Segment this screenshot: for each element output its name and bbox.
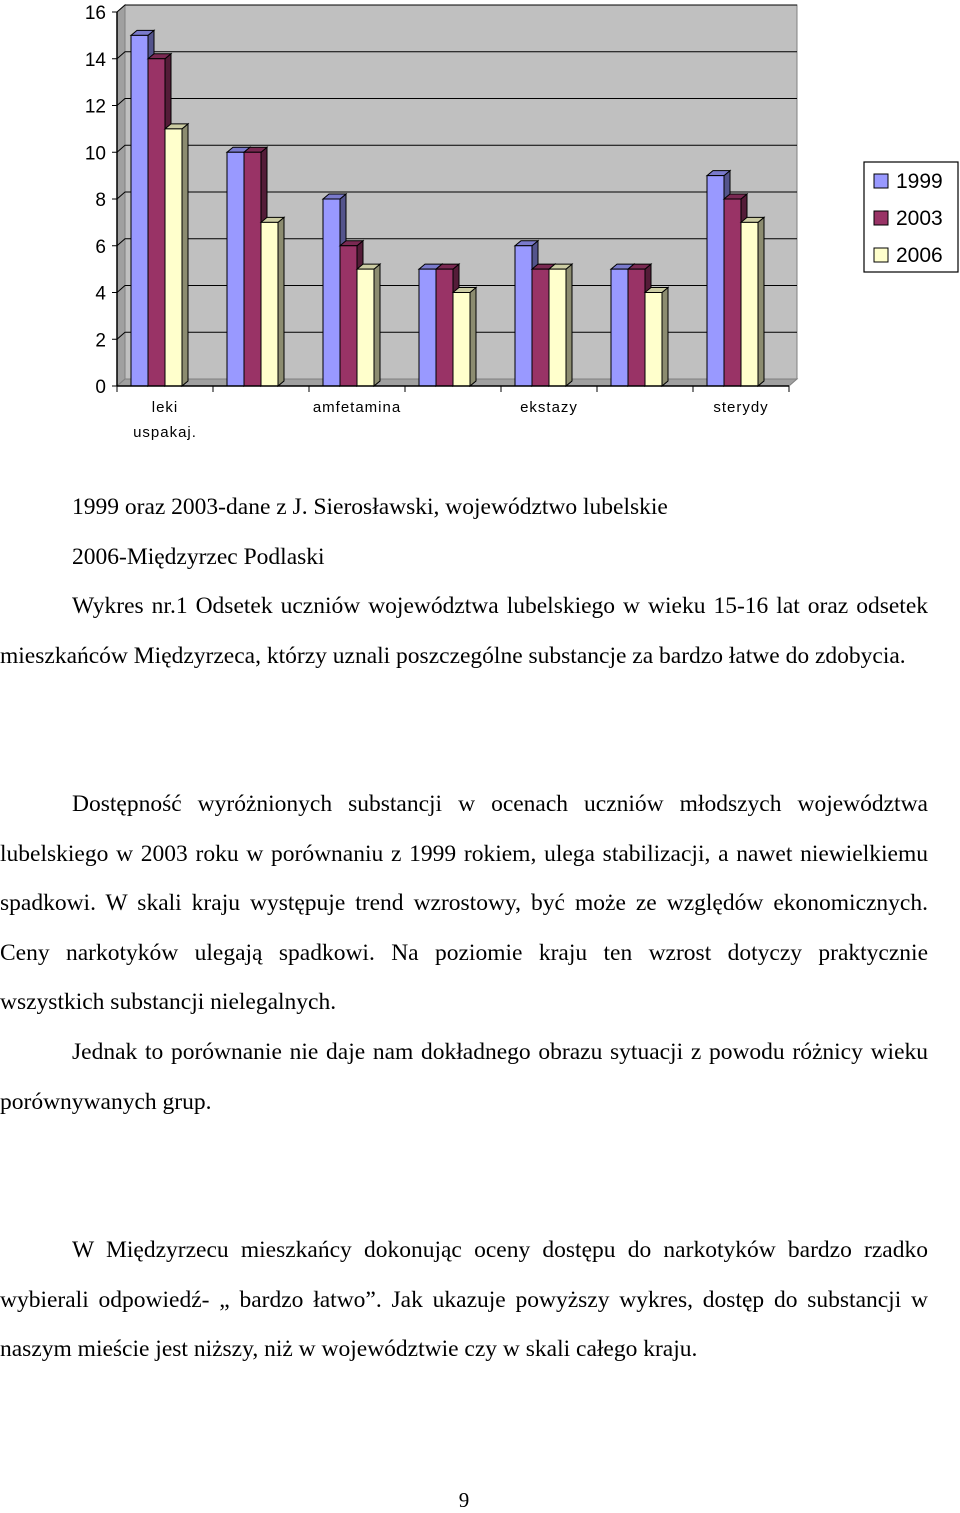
- y-tick-label: 12: [84, 96, 106, 118]
- paragraph-3: W Międzyrzecu mieszkańcy dokonując oceny dostępu do narkotyków bardzo rzadko wybierali odpowiedź- „ bardzo łatwo”. Jak ukazuje powyższy wykres, dostęp do substancji w naszym mieście jest niższy, niż w województwie czy w skali całego kraju.: [0, 1237, 928, 1363]
- bar-front: [244, 152, 261, 386]
- x-category-label: ekstazy: [520, 399, 578, 416]
- bar-front: [131, 35, 148, 386]
- source-line-2: 2006-Międzyrzec Podlaski: [72, 543, 325, 570]
- y-tick-label: 10: [84, 143, 106, 165]
- bar-chart: [0, 0, 960, 450]
- x-category-label: leki: [151, 399, 179, 416]
- bar-front: [148, 59, 165, 386]
- x-category-label: amfetamina: [312, 399, 402, 416]
- bar-front: [419, 269, 436, 386]
- page-number: 9: [458, 1488, 470, 1512]
- bar-front: [453, 293, 470, 387]
- y-tick-label: 4: [95, 283, 106, 305]
- bar-front: [611, 269, 628, 386]
- bar-side: [566, 264, 572, 386]
- bar: [453, 288, 476, 387]
- bar: [261, 217, 284, 386]
- bar-side: [182, 124, 188, 386]
- bar-front: [707, 176, 724, 386]
- x-category-label: sterydy: [713, 399, 769, 416]
- bar: [645, 288, 668, 387]
- legend: [864, 162, 958, 272]
- bar: [165, 124, 188, 386]
- y-tick-label: 16: [84, 3, 106, 24]
- y-tick-label: 8: [95, 190, 106, 211]
- bar-front: [261, 222, 278, 386]
- bar-side: [758, 217, 764, 386]
- figure-caption: Wykres nr.1 Odsetek uczniów województwa lubelskiego w wieku 15-16 lat oraz odsetek mieszkańców Międzyrzeca, którzy uznali poszczególne substancje za bardzo łatwe do zdobycia.: [0, 593, 928, 669]
- bar-side: [278, 217, 284, 386]
- y-tick-label: 14: [84, 49, 106, 71]
- paragraph-1: Dostępność wyróżnionych substancji w ocenach uczniów młodszych województwa lubelskiego w 2003 roku w porównaniu z 1999 rokiem, ulega stabilizacji, a nawet niewielkiemu spadkowi. W skali kraju występuje trend wzrostowy, być może ze względów ekonomicznych. Ceny narkotyków ulegają spadkowi. Na poziomie kraju ten wzrost dotyczy praktycznie wszystkich substancji nielegalnych.: [0, 791, 928, 1016]
- bar-front: [357, 269, 374, 386]
- paragraph-2: Jednak to porównanie nie daje nam dokładnego obrazu sytuacji z powodu różnicy wieku porównywanych grup.: [0, 1038, 928, 1115]
- bar-front: [724, 199, 741, 386]
- bar-front: [741, 222, 758, 386]
- bar-side: [470, 288, 476, 387]
- bar-front: [549, 269, 566, 386]
- body-text-2: [0, 1226, 928, 1375]
- bar-front: [165, 129, 182, 386]
- bar: [357, 264, 380, 386]
- bar: [741, 217, 764, 386]
- legend-swatch: [874, 174, 888, 188]
- caption-block: [0, 483, 928, 681]
- bar-front: [436, 269, 453, 386]
- y-tick-label: 0: [95, 377, 106, 398]
- y-tick-label: 6: [95, 236, 106, 258]
- bar-front: [645, 293, 662, 387]
- legend-label: 2006: [896, 244, 943, 267]
- bar: [549, 264, 572, 386]
- body-text: [0, 780, 928, 1127]
- x-category-label: uspakaj.: [133, 424, 197, 441]
- legend-label: 2003: [896, 207, 943, 230]
- legend-label: 1999: [896, 170, 943, 193]
- y-tick-label: 2: [95, 330, 106, 352]
- bar-side: [662, 288, 668, 387]
- bar-front: [515, 246, 532, 386]
- bar-side: [374, 264, 380, 386]
- legend-swatch: [874, 211, 888, 225]
- bar-front: [628, 269, 645, 386]
- source-line-1: 1999 oraz 2003-dane z J. Sierosławski, województwo lubelskie: [72, 494, 668, 520]
- bar-front: [227, 152, 244, 386]
- bar-front: [323, 199, 340, 386]
- legend-swatch: [874, 248, 888, 262]
- bar-front: [532, 269, 549, 386]
- bar-front: [340, 246, 357, 386]
